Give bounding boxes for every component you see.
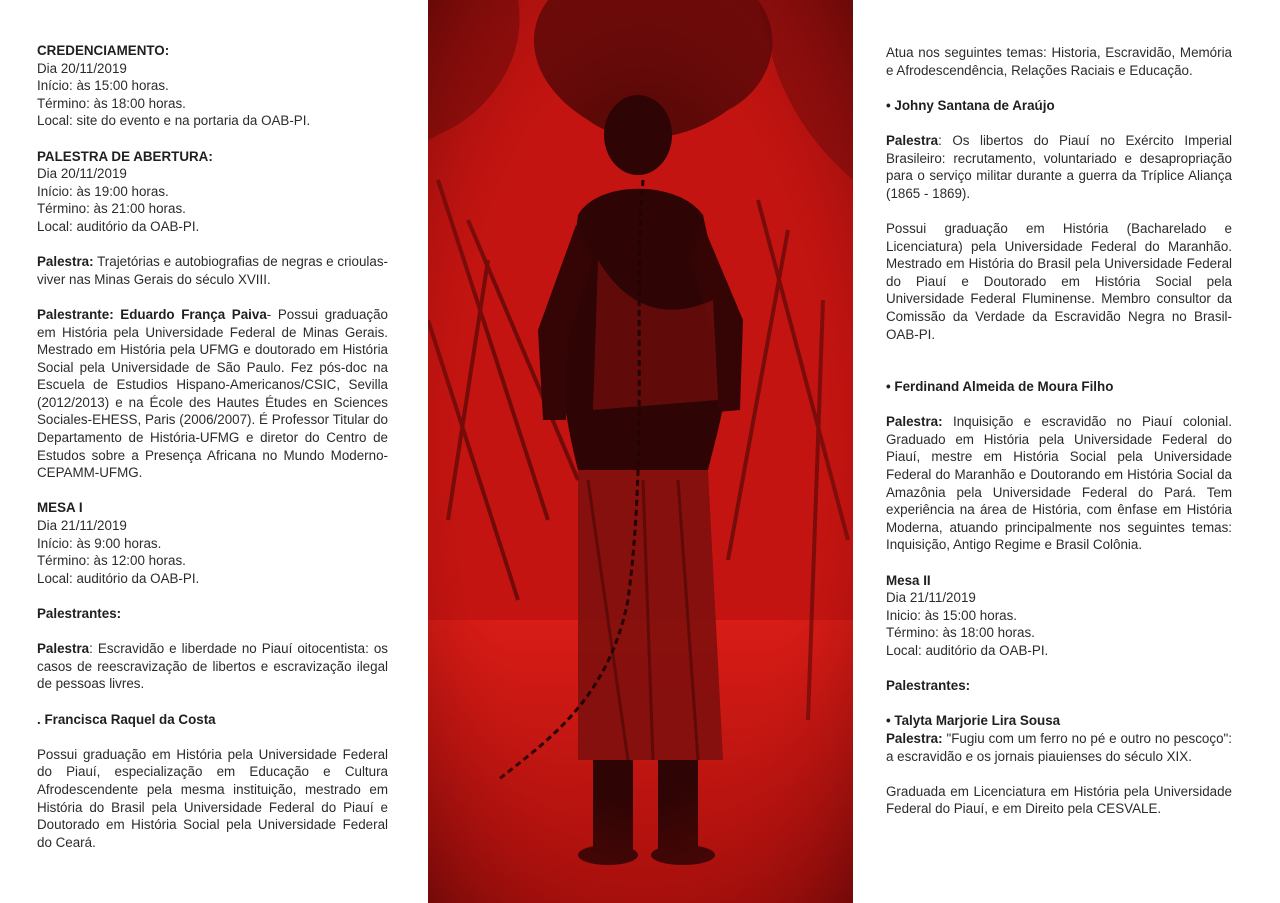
- speaker-johny: [886, 97, 1232, 115]
- abertura-location: Local: auditório da OAB-PI.: [37, 218, 200, 234]
- credenciamento-location: Local: site do evento e na portaria da OAB-PI.: [37, 113, 311, 129]
- credenciamento-section: [37, 42, 388, 130]
- right-column: [853, 0, 1280, 903]
- palestra-mesa-1: [37, 640, 388, 693]
- palestrante-eduardo-label: Palestrante: Eduardo França Paiva: [37, 306, 267, 322]
- left-column: [0, 0, 428, 903]
- palestra-ferdinand: [886, 413, 1232, 554]
- credenciamento-date: Dia 20/11/2019: [37, 60, 127, 76]
- mesa-2-location: Local: auditório da OAB-PI.: [886, 643, 1049, 658]
- mesa-1-start: Início: às 9:00 horas.: [37, 535, 162, 551]
- palestrante-eduardo: [37, 306, 388, 482]
- palestra-talyta-label: Palestra:: [886, 730, 943, 746]
- abertura-end: Término: às 21:00 horas.: [37, 201, 186, 217]
- credenciamento-end: Término: às 18:00 horas.: [37, 95, 186, 111]
- speaker-talyta: [886, 712, 1232, 730]
- mesa-1-location: Local: auditório da OAB-PI.: [37, 570, 200, 586]
- palestra-mesa-1-label: Palestra: [37, 641, 90, 657]
- palestra-abertura-text: Trajetórias e autobiografias de negras e crioulas- viver nas Minas Gerais do século XVIII.: [37, 254, 388, 287]
- mesa-2-end: Término: às 18:00 horas.: [886, 625, 1035, 641]
- palestra-ferdinand-text: Inquisição e escravidão no Piauí colonial. Graduado em História pela Universidade Federal do Piauí, mestre em História Social pela Universidade Federal do Maranhão e Doutorando em História Social da Amazônia pela Universidade Federal do Pará. Tem experiência na área de História, com ênfase em História Moderna, atuando principalmente nos seguintes temas: Inquisição, Antigo Regime e Brasil Colônia.: [886, 414, 1232, 553]
- speaker-ferdinand-name: • Ferdinand Almeida de Moura Filho: [886, 379, 1114, 395]
- abertura-heading: PALESTRA DE ABERTURA:: [37, 148, 213, 164]
- bio-francisca: Possui graduação em História pela Universidade Federal do Piauí, especialização em Educação e Cultura Afrodescendente pela mesma instituição, mestrado em História do Brasil pela Universidade Federal do Piauí e Doutorado em História Social pela Universidade Federal do Ceará.: [37, 746, 388, 850]
- bio-talyta: Graduada em Licenciatura em História pela Universidade Federal do Piauí, e em Direito pela CESVALE.: [886, 783, 1232, 817]
- speaker-francisca: [37, 711, 388, 729]
- credenciamento-start: Início: às 15:00 horas.: [37, 78, 169, 94]
- historical-photo: [428, 0, 853, 903]
- palestra-abertura: [37, 253, 388, 288]
- mesa-1-end: Término: às 12:00 horas.: [37, 553, 186, 569]
- palestrantes-heading-right: [886, 677, 1232, 695]
- speaker-johny-name: • Johny Santana de Araújo: [886, 97, 1055, 113]
- palestrante-eduardo-bio: - Possui graduação em História pela Universidade Federal de Minas Gerais. Mestrado em História pela UFMG e doutorado em História Social pela Universidade de São Paulo. Fez pós-doc na Escuela de Estudios Hispano-Americanos/CSIC, Sevilla (2012/2013) e na École des Hautes Études en Sciences Sociales-EHESS, Paris (2006/2007). É Professor Titular do Departamento de História-UFMG e diretor do Centro de Estudos sobre a Presença Africana no Mundo Moderno-CEPAMM-UFMG.: [37, 306, 388, 481]
- speaker-ferdinand: [886, 378, 1232, 396]
- palestra-johny-text: : Os libertos do Piauí no Exército Imperial Brasileiro: recrutamento, voluntariado e desapropriação para o serviço militar durante a guerra da Tríplice Aliança (1865 - 1869).: [886, 132, 1232, 201]
- credenciamento-heading: CREDENCIAMENTO:: [37, 43, 170, 58]
- mesa-1-date: Dia 21/11/2019: [37, 518, 127, 534]
- palestra-label: Palestra:: [37, 254, 94, 270]
- palestra-mesa-1-text: : Escravidão e liberdade no Piauí oitocentista: os casos de reescravização de libertos e escravização ilegal de pessoas livres.: [37, 641, 388, 692]
- palestra-johny-label: Palestra: [886, 132, 939, 148]
- mesa-1-heading: MESA I: [37, 500, 83, 516]
- palestrantes-label-right: Palestrantes:: [886, 678, 971, 694]
- palestra-johny: [886, 132, 1232, 202]
- palestra-talyta-text: "Fugiu com um ferro no pé e outro no pescoço": a escravidão e os jornais piauienses do século XIX.: [886, 730, 1232, 764]
- palestrantes-heading-left: [37, 605, 388, 623]
- palestrantes-label: Palestrantes:: [37, 606, 122, 621]
- abertura-start: Início: às 19:00 horas.: [37, 183, 169, 199]
- mesa-2-date: Dia 21/11/2019: [886, 590, 976, 606]
- abertura-date: Dia 20/11/2019: [37, 166, 127, 182]
- mesa-1-section: [37, 499, 388, 587]
- speaker-talyta-name: • Talyta Marjorie Lira Sousa: [886, 713, 1061, 729]
- mesa-2-start: Inicio: às 15:00 horas.: [886, 607, 1018, 623]
- speaker-francisca-name: . Francisca Raquel da Costa: [37, 711, 216, 727]
- temas-johny: Atua nos seguintes temas: Historia, Escravidão, Memória e Afrodescendência, Relações Raciais e Educação.: [886, 45, 1232, 78]
- mesa-2-section: [886, 572, 1232, 660]
- bio-johny: Possui graduação em História (Bacharelado e Licenciatura) pela Universidade Federal do Maranhão. Mestrado em História do Brasil pela Universidade Federal do Piauí e Doutorado em História Social pela Universidade Federal Fluminense. Membro consultor da Comissão da Verdade da Escravidão Negra no Brasil-OAB-PI.: [886, 220, 1232, 342]
- mesa-2-heading: Mesa II: [886, 572, 931, 588]
- abertura-section: [37, 148, 388, 236]
- palestra-ferdinand-label: Palestra:: [886, 414, 943, 430]
- red-toned-photo-illustration: [428, 0, 853, 903]
- palestra-talyta: [886, 730, 1232, 765]
